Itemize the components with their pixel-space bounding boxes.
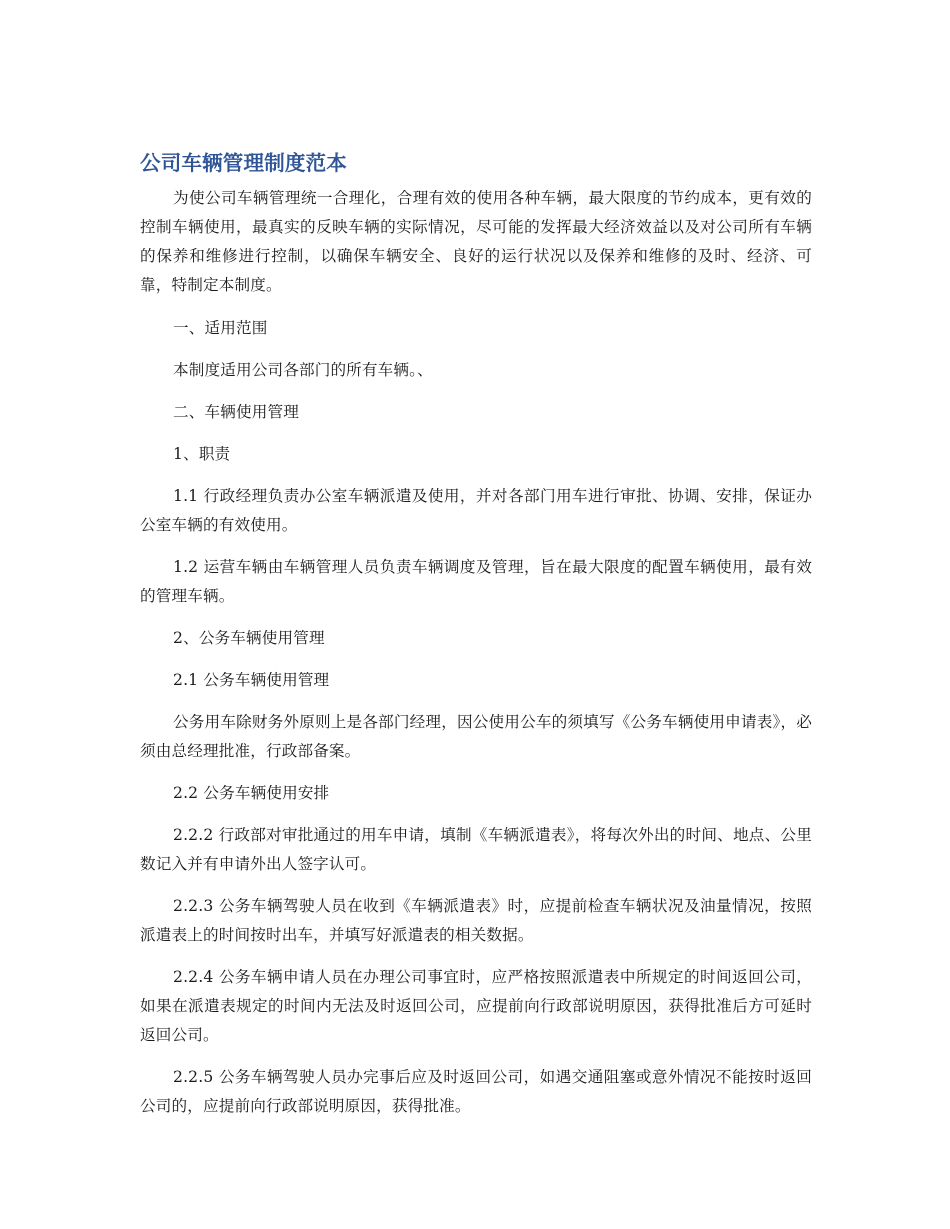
intro-paragraph: 为使公司车辆管理统一合理化，合理有效的使用各种车辆，最大限度的节约成本，更有效的控制车辆使用，最真实的反映车辆的实际情况，尽可能的发挥最大经济效益以及对公司所有车辆的保养和维修进行控制，以确保车辆安全、良好的运行状况以及保养和维修的及时、经济、可靠，特制定本制度。	[140, 189, 812, 294]
clause-2-2-5: 2.2.5 公务车辆驾驶人员办完事后应及时返回公司，如遇交通阻塞或意外情况不能按时返回公司的，应提前向行政部说明原因，获得批准。	[140, 1068, 812, 1115]
official-use-paragraph: 公务用车除财务外原则上是各部门经理，因公使用公车的须填写《公务车辆使用申请表》，必须由总经理批准，行政部备案。	[140, 713, 812, 760]
subheading-official-vehicles: 2、公务车辆使用管理	[173, 629, 325, 647]
clause-2-2-3: 2.2.3 公务车辆驾驶人员在收到《车辆派遣表》时，应提前检查车辆状况及油量情况，按照派遣表上的时间按时出车，并填写好派遣表的相关数据。	[140, 897, 812, 944]
scope-paragraph: 本制度适用公司各部门的所有车辆。、	[173, 361, 433, 379]
section-heading-scope: 一、适用范围	[173, 319, 268, 337]
document-page	[140, 148, 812, 1134]
section-heading-vehicle-use: 二、车辆使用管理	[173, 403, 299, 421]
clause-2-2-2: 2.2.2 行政部对审批通过的用车申请，填制《车辆派遣表》，将每次外出的时间、地点、公里数记入并有申请外出人签字认可。	[140, 826, 812, 873]
clause-2-2: 2.2 公务车辆使用安排	[173, 784, 330, 802]
document-title: 公司车辆管理制度范本	[140, 151, 347, 175]
clause-1-1: 1.1 行政经理负责办公室车辆派遣及使用，并对各部门用车进行审批、协调、安排，保证办公室车辆的有效使用。	[140, 487, 812, 534]
clause-2-1: 2.1 公务车辆使用管理	[173, 671, 330, 689]
clause-1-2: 1.2 运营车辆由车辆管理人员负责车辆调度及管理，旨在最大限度的配置车辆使用，最有效的管理车辆。	[140, 558, 812, 605]
clause-2-2-4: 2.2.4 公务车辆申请人员在办理公司事宜时，应严格按照派遣表中所规定的时间返回公司，如果在派遣表规定的时间内无法及时返回公司，应提前向行政部说明原因，获得批准后方可延时返回公司。	[140, 968, 812, 1044]
subheading-duties: 1、职责	[173, 445, 231, 463]
